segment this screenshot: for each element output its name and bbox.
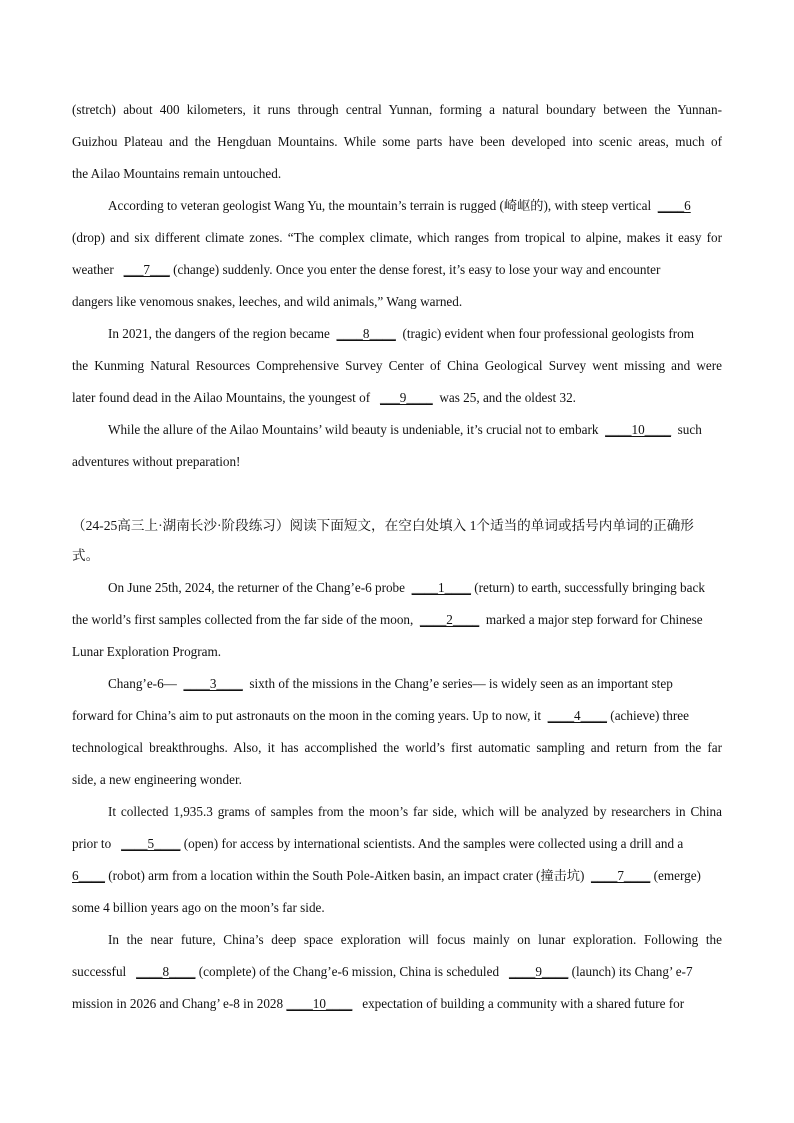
passage-line: technological breakthroughs. Also, it has accomplished the world’s first automatic sampling and return from the far [72,740,722,755]
text-segment: (change) suddenly. Once you enter the dense forest, it’s easy to lose your way and encounter [173,262,661,277]
text-segment: Chang’e-6— [108,676,177,691]
text-segment: forward for China’s aim to put astronauts on the moon in the coming years. Up to now, it [72,708,542,723]
blank-5[interactable]: ____5____ [121,836,181,851]
text-segment: (return) to earth, successfully bringing back [474,580,705,595]
text-segment: later found dead in the Ailao Mountains, the youngest of [72,390,371,405]
text-segment: the world’s first samples collected from the far side of the moon, [72,612,414,627]
section-instruction: 式。 [72,548,100,563]
text-segment: was 25, and the oldest 32. [439,390,576,405]
blank-2[interactable]: ____2____ [419,612,480,627]
blank-10[interactable]: ____10____ [286,996,353,1011]
passage-line: some 4 billion years ago on the moon’s far side. [72,900,325,915]
passage-line: the Ailao Mountains remain untouched. [72,166,282,181]
text-segment: prior to [72,836,112,851]
passage-line [72,388,722,408]
passage-line: Lunar Exploration Program. [72,644,222,659]
passage-line [72,260,722,280]
blank-8[interactable]: ____8____ [136,964,196,979]
passage-line [108,196,722,216]
text-segment: In 2021, the dangers of the region became [108,326,330,341]
passage-line [72,706,722,726]
text-segment: (emerge) [653,868,701,883]
blank-9[interactable]: ___9____ [380,390,433,405]
text-segment: sixth of the missions in the Chang’e series— is widely seen as an important step [249,676,673,691]
text-segment: weather [72,262,114,277]
passage-line [72,994,722,1014]
text-segment: While the allure of the Ailao Mountains’ wild beauty is undeniable, it’s crucial not to embark [108,422,599,437]
passage-line: dangers like venomous snakes, leeches, and wild animals,” Wang warned. [72,294,463,309]
text-segment: (robot) arm from a location within the South Pole-Aitken basin, an impact crater (撞击坑) [108,868,585,883]
blank-7[interactable]: ____7____ [590,868,651,883]
passage-line [72,834,722,854]
blank-7[interactable]: ___7___ [123,262,170,277]
text-segment: expectation of building a community with a shared future for [362,996,685,1011]
blank-6[interactable]: 6____ [72,868,105,883]
blank-3[interactable]: ____3____ [183,676,243,691]
blank-9[interactable]: ____9____ [508,964,569,979]
passage-line: adventures without preparation! [72,454,241,469]
passage-line [108,324,722,344]
text-segment: On June 25th, 2024, the returner of the Chang’e-6 probe [108,580,406,595]
passage-line [108,674,722,694]
passage-line [108,420,722,440]
passage-line: (stretch) about 400 kilometers, it runs through central Yunnan, forming a natural boundary between the Yunnan- [72,102,722,117]
blank-1[interactable]: ____1____ [411,580,471,595]
blank-6[interactable]: ____6 [657,198,691,213]
passage-line [72,866,722,886]
passage-line: (drop) and six different climate zones. “The complex climate, which ranges from tropical to alpine, makes it easy for [72,230,722,245]
passage-line: Guizhou Plateau and the Hengduan Mountains. While some parts have been developed into scenic areas, much of [72,134,722,149]
text-segment: successful [72,964,127,979]
passage-line [72,962,722,982]
blank-4[interactable]: ____4____ [547,708,607,723]
passage-line: side, a new engineering wonder. [72,772,242,787]
text-segment: (achieve) three [610,708,689,723]
blank-10[interactable]: ____10____ [605,422,672,437]
text-segment: According to veteran geologist Wang Yu, the mountain’s terrain is rugged (崎岖的), with steep vertical [108,198,652,213]
text-segment: marked a major step forward for Chinese [485,612,703,627]
passage-line [72,610,722,630]
text-segment: (complete) of the Chang’e-6 mission, China is scheduled [198,964,500,979]
text-segment: (launch) its Chang’ e-7 [571,964,693,979]
text-segment: such [677,422,702,437]
passage-line [108,578,722,598]
text-segment: (tragic) evident when four professional geologists from [402,326,694,341]
blank-8[interactable]: ____8____ [336,326,396,341]
section-instruction: （24-25高三上·湖南长沙·阶段练习）阅读下面短文，在空白处填入 1个适当的单词或括号内单词的正确形 [72,518,694,533]
passage-line: the Kunming Natural Resources Comprehensive Survey Center of China Geological Survey went missing and were [72,358,722,373]
passage-line: In the near future, China’s deep space exploration will focus mainly on lunar exploration. Following the [108,932,722,947]
passage-line: It collected 1,935.3 grams of samples from the moon’s far side, which will be analyzed by researchers in China [108,804,722,819]
text-segment: (open) for access by international scientists. And the samples were collected using a drill and a [183,836,684,851]
text-segment: mission in 2026 and Chang’ e-8 in 2028 [72,996,284,1011]
